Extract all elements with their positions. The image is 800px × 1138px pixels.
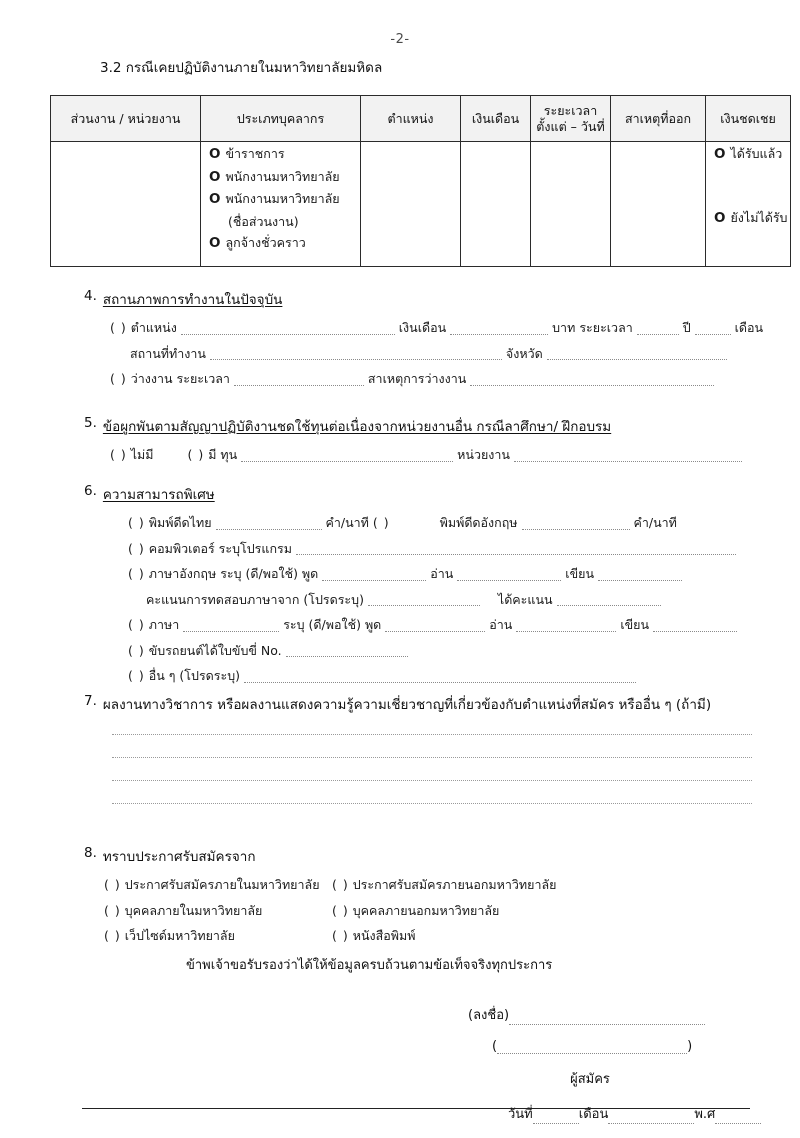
cell-position[interactable]: [361, 142, 461, 267]
section-7-heading: [84, 693, 800, 715]
input-test-score[interactable]: [557, 595, 661, 606]
input-typing-thai-speed[interactable]: [216, 519, 322, 530]
label-external-person: บุคคลภายนอกมหาวิทยาลัย: [352, 902, 500, 918]
section-8-row-1: [104, 879, 800, 892]
input-province[interactable]: [547, 349, 727, 360]
checkbox-no-obligation[interactable]: ( ): [110, 447, 127, 462]
label-unemployed-duration: ระยะเวลา: [176, 371, 230, 386]
label-newspaper: หนังสือพิมพ์: [352, 928, 416, 943]
label-website: เว็ปไซด์มหาวิทยาลัย: [124, 928, 235, 943]
announcement-source-option[interactable]: [104, 879, 332, 892]
column-header-compensation: เงินชดเชย: [706, 96, 791, 142]
section-6-heading: [84, 483, 800, 505]
personnel-option-label: ลูกจ้างชั่วคราว: [225, 235, 306, 250]
section-8-number: 8.: [84, 845, 97, 861]
input-year[interactable]: [715, 1113, 761, 1124]
section-4-workplace-line: [130, 345, 800, 361]
label-other-language-read: อ่าน: [489, 617, 513, 632]
input-month[interactable]: [608, 1113, 694, 1124]
label-test-source: คะแนนการทดสอบภาษาจาก (โปรดระบุ): [146, 591, 364, 607]
personnel-option[interactable]: [209, 237, 352, 251]
table-header-row: [51, 96, 791, 142]
personnel-option-subnote: [209, 213, 352, 229]
cell-department[interactable]: [51, 142, 201, 267]
label-unemployed-reason: สาเหตุการว่างงาน: [367, 371, 467, 386]
radio-ring-icon: O: [209, 191, 221, 207]
blank-line[interactable]: [112, 803, 752, 804]
checkbox-typing-english[interactable]: ( ): [372, 515, 390, 530]
label-signature: (ลงชื่อ): [468, 1008, 510, 1023]
section-4-number: 4.: [84, 288, 97, 304]
input-other-language-writing[interactable]: [653, 621, 737, 632]
employment-history-table: [50, 95, 791, 267]
section-6-other-line: [128, 670, 800, 683]
input-agency[interactable]: [514, 451, 742, 462]
blank-line[interactable]: [112, 780, 752, 781]
personnel-option[interactable]: [209, 148, 352, 162]
employment-history-table-wrapper: [50, 95, 790, 267]
input-test-source[interactable]: [368, 595, 480, 606]
input-unemployed-reason[interactable]: [470, 375, 714, 386]
input-computer-programs[interactable]: [296, 544, 736, 555]
label-year: ปี: [682, 320, 691, 335]
cell-compensation: [706, 142, 791, 267]
column-header-department: ส่วนงาน / หน่วยงาน: [51, 96, 201, 142]
cell-period[interactable]: [531, 142, 611, 267]
label-workplace: สถานที่ทำงาน: [130, 345, 206, 361]
footer-divider: [82, 1108, 750, 1109]
label-internal-announcement: ประกาศรับสมัครภายในมหาวิทยาลัย: [124, 877, 320, 892]
input-salary[interactable]: [450, 324, 548, 335]
label-applicant: ผู้สมัคร: [570, 1072, 610, 1087]
personnel-option-sublabel: (ชื่อส่วนงาน): [228, 213, 299, 229]
input-other-language-reading[interactable]: [516, 621, 616, 632]
personnel-option-label: ข้าราชการ: [225, 146, 285, 161]
label-english-read: อ่าน: [430, 566, 454, 581]
input-english-reading[interactable]: [457, 570, 561, 581]
section-7: [0, 693, 800, 715]
checkbox-has-obligation[interactable]: ( ): [187, 447, 205, 462]
label-english-write: เขียน: [565, 566, 594, 581]
section-7-title: ผลงานทางวิชาการ หรือผลงานแสดงความรู้ความเชี่ยวชาญที่เกี่ยวข้องกับตำแหน่งที่สมัคร หรืออื่น ๆ (ถ้ามี): [102, 697, 712, 713]
section-7-blank-lines: [112, 734, 752, 826]
checkbox-external-person[interactable]: ( ): [332, 902, 349, 918]
label-other-ability: อื่น ๆ (โปรดระบุ): [148, 668, 241, 683]
printed-name-row: [468, 1039, 761, 1054]
checkbox-driving[interactable]: ( ): [128, 642, 145, 658]
column-header-reason-left: สาเหตุที่ออก: [611, 96, 706, 142]
input-day[interactable]: [533, 1113, 579, 1124]
input-duration-months[interactable]: [695, 324, 731, 335]
cell-salary[interactable]: [461, 142, 531, 267]
date-row: [468, 1103, 761, 1124]
label-has-obligation: มี ทุน: [208, 447, 238, 462]
compensation-options: [714, 146, 788, 226]
input-position[interactable]: [181, 324, 395, 335]
label-agency: หน่วยงาน: [457, 447, 510, 462]
input-duration-years[interactable]: [637, 324, 679, 335]
input-english-writing[interactable]: [598, 570, 682, 581]
input-other-language-name[interactable]: [183, 621, 279, 632]
label-year: พ.ศ: [694, 1107, 716, 1122]
section-6-test-score-line: [146, 591, 800, 607]
radio-ring-icon: O: [209, 235, 221, 251]
input-typing-english-speed[interactable]: [522, 519, 630, 530]
section-6: [0, 483, 800, 683]
label-salary: เงินเดือน: [398, 320, 447, 335]
section-6-driving-line: [128, 642, 800, 658]
signature-line-row: [468, 1004, 761, 1025]
compensation-option[interactable]: [714, 148, 782, 162]
page-number: -2-: [390, 32, 410, 47]
label-baht: บาท: [552, 320, 576, 335]
section-6-typing-line: [128, 517, 800, 530]
radio-ring-icon: O: [209, 146, 221, 162]
label-internal-person: บุคคลภายในมหาวิทยาลัย: [124, 902, 263, 918]
blank-line[interactable]: [112, 757, 752, 758]
radio-ring-icon: O: [714, 146, 726, 162]
column-header-position: ตำแหน่ง: [361, 96, 461, 142]
announcement-source-option[interactable]: [332, 930, 632, 943]
label-unemployed: ว่างงาน: [130, 371, 173, 386]
label-no-obligation: ไม่มี: [130, 447, 154, 462]
section-4-heading: [84, 288, 800, 310]
column-header-period-line2: ตั้งแต่ – วันที่: [536, 118, 605, 134]
label-external-announcement: ประกาศรับสมัครภายนอกมหาวิทยาลัย: [352, 877, 557, 892]
label-duration: ระยะเวลา: [579, 320, 633, 335]
table-row: [51, 142, 791, 267]
input-scholarship[interactable]: [241, 451, 453, 462]
cell-personnel-type: [201, 142, 361, 267]
blank-line[interactable]: [112, 734, 752, 735]
announcement-source-option[interactable]: [104, 902, 332, 918]
column-header-personnel-type: ประเภทบุคลากร: [201, 96, 361, 142]
label-other-language-specify: ระบุ (ดี/พอใช้) พูด: [283, 617, 382, 632]
label-date: วันที่: [508, 1107, 533, 1122]
section-6-computer-line: [128, 540, 800, 556]
radio-ring-icon: O: [714, 209, 726, 226]
section-8-row-2: [104, 902, 800, 918]
label-typing-thai: พิมพ์ดีดไทย: [148, 515, 212, 530]
compensation-option-label: ได้รับแล้ว: [730, 146, 783, 161]
section-5-title: ข้อผูกพันตามสัญญาปฏิบัติงานชดใช้ทุนต่อเนื่องจากหน่วยงานอื่น กรณีลาศึกษา/ ฝึกอบรม: [102, 419, 612, 435]
checkbox-other-language[interactable]: ( ): [128, 617, 145, 632]
personnel-option[interactable]: [209, 193, 352, 207]
label-other-language: ภาษา: [148, 617, 180, 632]
section-5-heading: [84, 415, 800, 437]
section-5-options-line: [110, 449, 800, 462]
section-6-other-language-line: [128, 619, 800, 632]
column-header-period-line1: ระยะเวลา: [543, 102, 598, 118]
section-6-number: 6.: [84, 483, 97, 499]
personnel-type-options: [209, 148, 352, 251]
checkbox-typing-thai[interactable]: ( ): [128, 515, 145, 530]
announcement-source-option[interactable]: [332, 879, 632, 892]
personnel-option-label: พนักงานมหาวิทยาลัย: [225, 168, 340, 184]
announcement-source-option[interactable]: [104, 930, 332, 943]
paren-close: ): [687, 1039, 693, 1054]
section-4-current-position-line: [110, 322, 800, 335]
applicant-label-row: [468, 1068, 712, 1089]
personnel-option[interactable]: [209, 168, 352, 185]
label-other-language-write: เขียน: [620, 617, 650, 632]
unit-typing-english: คำ/นาที: [633, 515, 677, 530]
section-8: [0, 845, 800, 943]
personnel-option-label: พนักงานมหาวิทยาลัย: [225, 191, 340, 206]
checkbox-computer[interactable]: ( ): [128, 540, 145, 556]
section-4-unemployed-line: [110, 373, 800, 386]
input-unemployed-duration[interactable]: [234, 375, 364, 386]
label-typing-english: พิมพ์ดีดอังกฤษ: [439, 515, 518, 530]
label-driving: ขับรถยนต์ได้ใบขับขี่ No.: [148, 642, 282, 658]
checkbox-other-ability[interactable]: ( ): [128, 668, 145, 683]
label-month: เดือน: [734, 320, 764, 335]
section-8-heading: [84, 845, 800, 867]
section-6-title: ความสามารถพิเศษ: [102, 487, 215, 503]
declaration-text: ข้าพเจ้าขอรับรองว่าได้ให้ข้อมูลครบถ้วนตามข้อเท็จจริงทุกประการ: [186, 958, 553, 973]
section-3-2-heading: 3.2 กรณีเคยปฏิบัติงานภายในมหาวิทยาลัยมหิดล: [100, 60, 383, 76]
label-english: ภาษาอังกฤษ ระบุ (ดี/พอใช้) พูด: [148, 566, 319, 581]
checkbox-unemployed[interactable]: ( ): [110, 371, 127, 386]
label-month: เดือน: [578, 1107, 609, 1122]
input-workplace[interactable]: [210, 349, 502, 360]
column-header-salary: เงินเดือน: [461, 96, 531, 142]
compensation-option-label: ยังไม่ได้รับ: [730, 209, 788, 225]
checkbox-english[interactable]: ( ): [128, 566, 145, 581]
signature-block: [468, 1004, 761, 1138]
column-header-period: [531, 96, 611, 142]
section-7-number: 7.: [84, 693, 97, 709]
label-province: จังหวัด: [505, 345, 543, 361]
input-english-speaking[interactable]: [322, 570, 426, 581]
section-4: [0, 288, 800, 386]
label-test-score: ได้คะแนน: [497, 591, 553, 607]
label-position: ตำแหน่ง: [130, 320, 177, 335]
input-printed-name[interactable]: [497, 1043, 687, 1054]
input-other-ability[interactable]: [244, 672, 636, 683]
section-4-title: สถานภาพการทำงานในปัจจุบัน: [102, 292, 283, 308]
section-6-english-line: [128, 568, 800, 581]
section-5-number: 5.: [84, 415, 97, 431]
checkbox-external-announcement[interactable]: ( ): [332, 877, 349, 892]
input-signature[interactable]: [509, 1014, 705, 1025]
radio-ring-icon: O: [209, 168, 221, 185]
paren-open: (: [492, 1039, 498, 1054]
section-8-title: ทราบประกาศรับสมัครจาก: [102, 849, 256, 865]
checkbox-website[interactable]: ( ): [104, 928, 121, 943]
announcement-source-option[interactable]: [332, 902, 632, 918]
checkbox-internal-announcement[interactable]: ( ): [104, 877, 121, 892]
section-8-row-3: [104, 930, 800, 943]
section-5: [0, 415, 800, 462]
label-computer: คอมพิวเตอร์ ระบุโปรแกรม: [148, 540, 292, 556]
checkbox-newspaper[interactable]: ( ): [332, 928, 349, 943]
unit-typing-thai: คำ/นาที: [325, 515, 369, 530]
cell-reason-left[interactable]: [611, 142, 706, 267]
checkbox-current-position[interactable]: ( ): [110, 320, 127, 335]
compensation-option[interactable]: [714, 209, 788, 226]
checkbox-internal-person[interactable]: ( ): [104, 902, 121, 918]
input-other-language-speaking[interactable]: [385, 621, 485, 632]
input-driving-license-number[interactable]: [286, 646, 408, 657]
